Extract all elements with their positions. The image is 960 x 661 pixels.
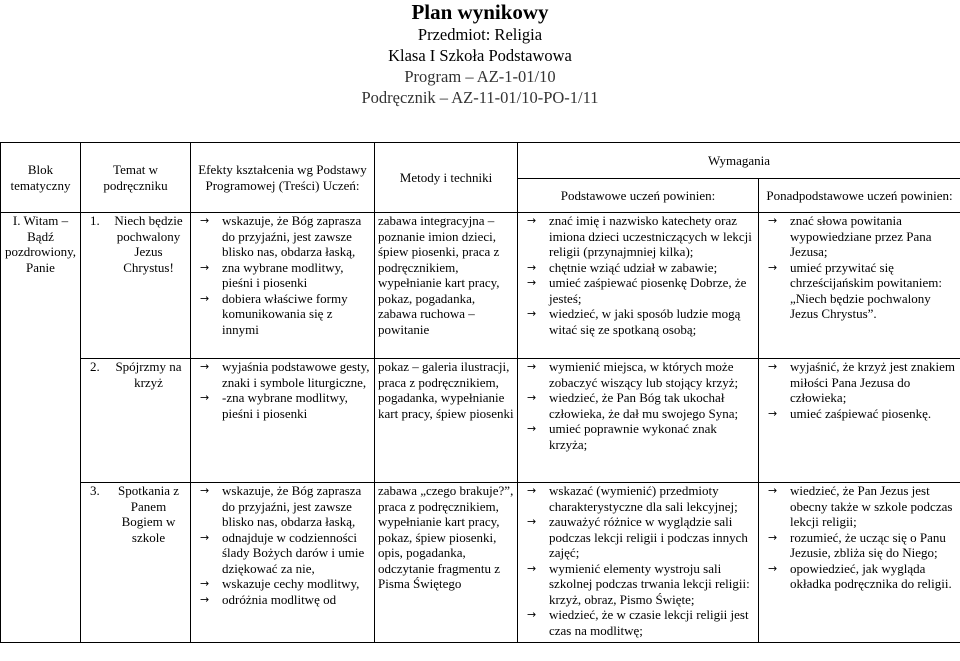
plan-table <box>0 142 960 643</box>
topic-title: Niech będzie pochwalony Jezus Chrystus! <box>114 213 183 275</box>
topic-title: Spotkania z Panem Bogiem w szkole <box>117 483 179 545</box>
list-item-text: znać słowa powitania wypowiedziane przez Pana Jezusa; <box>790 213 932 259</box>
list-item-text: wyjaśnić, że krzyż jest znakiem miłości Pana Jezusa do człowieka; <box>790 359 955 405</box>
list-item <box>194 359 371 390</box>
topic-cell <box>81 359 191 483</box>
podstawowe-list <box>521 483 755 638</box>
podstawowe-cell <box>518 213 759 359</box>
arrow-icon <box>768 483 777 499</box>
arrow-icon <box>768 359 777 375</box>
arrow-icon <box>200 213 209 229</box>
list-item-text: wyjaśnia podstawowe gesty, znaki i symbole liturgiczne, <box>222 359 370 390</box>
list-item <box>762 359 957 406</box>
arrow-icon <box>200 359 209 375</box>
metody-cell: zabawa integracyjna – poznanie imion dzieci, śpiew piosenki, praca z podręcznikiem, wypełnianie kart pracy, pokaz, pogadanka, zabawa ruchowa – powitanie <box>375 213 518 359</box>
list-item <box>762 213 957 260</box>
ponadpodstawowe-cell <box>759 213 960 359</box>
list-item-text: umieć zaśpiewać piosenkę Dobrze, że jesteś; <box>549 275 747 306</box>
list-item <box>194 592 371 608</box>
arrow-icon <box>768 530 777 546</box>
arrow-icon <box>527 514 536 530</box>
list-item <box>194 213 371 260</box>
list-item <box>762 561 957 592</box>
arrow-icon <box>527 561 536 577</box>
list-item-text: wskazuje, że Bóg zaprasza do przyjaźni, jest zawsze blisko nas, obdarza łaską, <box>222 483 362 529</box>
list-item-text: wiedzieć, że Pan Jezus jest obecny także w szkole podczas lekcji religii; <box>790 483 953 529</box>
list-item <box>762 483 957 530</box>
metody-cell: zabawa „czego brakuje?”, praca z podręcznikiem, wypełnianie kart pracy, pokaz, śpiew piosenki, opis, pogadanka, odczytanie fragmentu z Pisma Świętego <box>375 483 518 643</box>
col-header-metody: Metody i techniki <box>375 143 518 213</box>
ponadpodstawowe-list <box>762 359 957 421</box>
list-item <box>762 260 957 322</box>
table-row <box>1 483 960 643</box>
subject-line: Przedmiot: Religia <box>417 25 543 44</box>
podstawowe-cell <box>518 359 759 483</box>
list-item <box>521 483 755 514</box>
col-header-efekty: Efekty kształcenia wg Podstawy Programowej (Treści) Uczeń: <box>191 143 375 213</box>
topic-number: 3. <box>90 483 100 498</box>
list-item <box>521 607 755 638</box>
topic-number: 2. <box>90 359 100 374</box>
list-item <box>521 306 755 337</box>
list-item-text: wskazać (wymienić) przedmioty charakterystyczne dla sali lekcyjnej; <box>549 483 738 514</box>
table-row <box>1 359 960 483</box>
ponadpodstawowe-list <box>762 483 957 592</box>
arrow-icon <box>768 406 777 422</box>
list-item <box>521 213 755 260</box>
arrow-icon <box>200 390 209 406</box>
list-item <box>194 390 371 421</box>
arrow-icon <box>768 260 777 276</box>
list-item <box>194 260 371 291</box>
list-item-text: zna wybrane modlitwy, pieśni i piosenki <box>222 259 344 290</box>
list-item-text: dobiera właściwe formy komunikowania się z innymi <box>222 290 348 337</box>
list-item <box>521 260 755 276</box>
list-item-text: znać imię i nazwisko katechety oraz imiona dzieci uczestniczących w lekcji religii (przynajmniej kilka); <box>549 213 752 259</box>
arrow-icon <box>200 291 209 307</box>
table-row <box>1 213 960 359</box>
list-item-text: wskazuje, że Bóg zaprasza do przyjaźni, jest zawsze blisko nas, obdarza łaską, <box>222 213 362 259</box>
list-item-text: -zna wybrane modlitwy, pieśni i piosenki <box>222 390 348 421</box>
list-item-text: opowiedzieć, jak wygląda okładka podręcznika do religii. <box>790 560 952 591</box>
blok-cell: I. Witam – Bądź pozdrowiony, Panie <box>1 213 81 643</box>
list-item <box>194 530 371 577</box>
ponadpodstawowe-cell <box>759 483 960 643</box>
list-item-text: odróżnia modlitwę od <box>222 591 337 607</box>
textbook-line: Podręcznik – AZ-11-01/10-PO-1/11 <box>361 88 599 107</box>
arrow-icon <box>768 213 777 229</box>
arrow-icon <box>527 359 536 375</box>
col-header-wymagania: Wymagania <box>518 143 960 179</box>
list-item <box>521 514 755 561</box>
class-line: Klasa I Szkoła Podstawowa <box>388 46 572 65</box>
arrow-icon <box>527 483 536 499</box>
list-item-text: wymienić miejsca, w których może zobaczyć wiszący lub stojący krzyż; <box>549 359 739 390</box>
arrow-icon <box>527 607 536 623</box>
col-header-podstawowe: Podstawowe uczeń powinien: <box>518 179 759 213</box>
arrow-icon <box>200 483 209 499</box>
arrow-icon <box>527 421 536 437</box>
list-item <box>521 359 755 390</box>
list-item <box>194 291 371 338</box>
list-item-text: wymienić elementy wystroju sali szkolnej podczas trwania lekcji religii: krzyż, obraz, Pismo Święte; <box>549 560 750 607</box>
list-item-text: umieć przywitać się chrześcijańskim powitaniem: „Niech będzie pochwalony Jezus Chrystus”. <box>790 259 942 321</box>
list-item <box>521 421 755 452</box>
podstawowe-list <box>521 213 755 337</box>
arrow-icon <box>527 213 536 229</box>
podstawowe-cell <box>518 483 759 643</box>
document-title: Plan wynikowy <box>411 0 549 24</box>
ponadpodstawowe-cell <box>759 359 960 483</box>
arrow-icon <box>200 576 209 592</box>
list-item-text: umieć poprawnie wykonać znak krzyża; <box>549 421 717 452</box>
arrow-icon <box>527 306 536 322</box>
list-item <box>521 275 755 306</box>
col-header-temat: Temat w podręczniku <box>81 143 191 213</box>
arrow-icon <box>527 275 536 291</box>
program-line: Program – AZ-1-01/10 <box>404 67 556 86</box>
efekty-list <box>194 483 371 607</box>
list-item-text: rozumieć, że ucząc się o Panu Jezusie, zbliża się do Niego; <box>790 529 946 560</box>
topic-number: 1. <box>90 213 100 228</box>
arrow-icon <box>527 390 536 406</box>
list-item <box>194 576 371 592</box>
arrow-icon <box>200 260 209 276</box>
list-item-text: zauważyć różnice w wyglądzie sali podczas lekcji religii i podczas innych zajęć; <box>549 514 748 560</box>
topic-cell <box>81 483 191 643</box>
efekty-list <box>194 359 371 421</box>
list-item <box>194 483 371 530</box>
ponadpodstawowe-list <box>762 213 957 322</box>
topic-title: Spójrzmy na krzyż <box>115 359 182 390</box>
list-item-text: odnajduje w codzienności ślady Bożych darów i umie dziękować za nie, <box>222 529 365 576</box>
arrow-icon <box>527 260 536 276</box>
arrow-icon <box>200 592 209 608</box>
document-header <box>0 0 960 108</box>
arrow-icon <box>200 530 209 546</box>
metody-cell: pokaz – galeria ilustracji, praca z podręcznikiem, pogadanka, wypełnianie kart pracy, śpiew piosenki <box>375 359 518 483</box>
list-item-text: umieć zaśpiewać piosenkę. <box>790 405 932 421</box>
list-item-text: chętnie wziąć udział w zabawie; <box>549 259 718 275</box>
podstawowe-list <box>521 359 755 452</box>
efekty-cell <box>191 213 375 359</box>
col-header-blok: Blok tematyczny <box>1 143 81 213</box>
list-item-text: wiedzieć, że w czasie lekcji religii jest czas na modlitwę; <box>549 607 749 638</box>
list-item-text: wiedzieć, w jaki sposób ludzie mogą witać się ze spotkaną osobą; <box>549 306 741 337</box>
efekty-list <box>194 213 371 337</box>
list-item <box>521 390 755 421</box>
list-item-text: wskazuje cechy modlitwy, <box>222 576 360 591</box>
arrow-icon <box>768 561 777 577</box>
efekty-cell <box>191 483 375 643</box>
list-item <box>762 406 957 422</box>
topic-cell <box>81 213 191 359</box>
col-header-ponadpodstawowe: Ponadpodstawowe uczeń powinien: <box>759 179 960 213</box>
list-item <box>521 561 755 608</box>
list-item <box>762 530 957 561</box>
list-item-text: wiedzieć, że Pan Bóg tak ukochał człowieka, że dał mu swojego Syna; <box>549 390 739 421</box>
efekty-cell <box>191 359 375 483</box>
